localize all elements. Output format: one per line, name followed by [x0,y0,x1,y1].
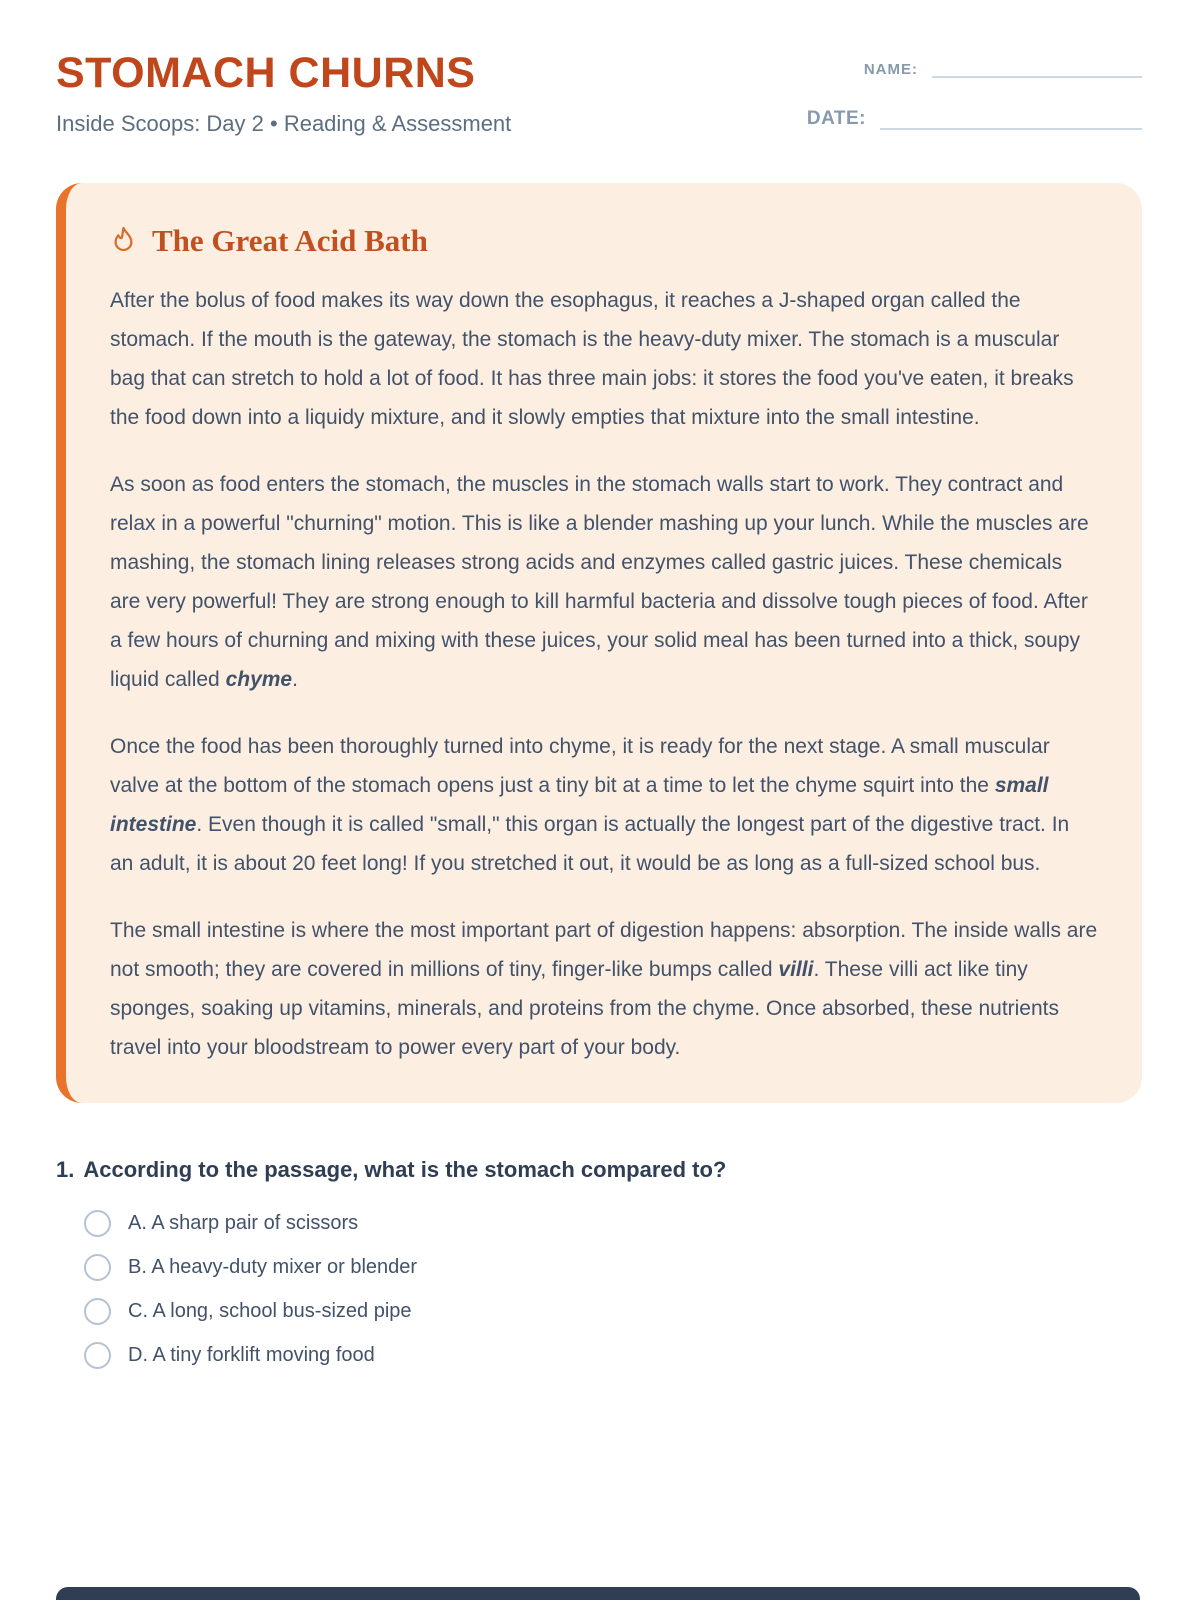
radio-button[interactable] [84,1342,111,1369]
question-prompt: According to the passage, what is the stomach compared to? [83,1157,727,1183]
date-field [790,108,1142,130]
answer-option[interactable] [84,1342,1142,1369]
reading-passage-card [56,183,1142,1103]
passage-heading [110,223,1098,259]
header-left [56,50,511,137]
passage-paragraph: The small intestine is where the most important part of digestion happens: absorption. The inside walls are not smooth; they are covered in millions of tiny, finger-like bumps called villi. These villi act like tiny sponges, soaking up vitamins, minerals, and proteins from the chyme. Once absorbed, these nutrients travel into your bloodstream to power every part of your body. [110,919,1098,1060]
footer-bar [56,1587,1140,1600]
name-field [790,56,1142,78]
passage-title: The Great Acid Bath [152,223,428,259]
passage-paragraph: Once the food has been thoroughly turned into chyme, it is ready for the next stage. A small muscular valve at the bottom of the stomach opens just a tiny bit at a time to let the chyme squirt into the small intestine. Even though it is called "small," this organ is actually the longest part of the digestive tract. In an adult, it is about 20 feet long! If you stretched it out, it would be as long as a full-sized school bus. [110,735,1070,876]
option-label: A. A sharp pair of scissors [128,1212,359,1235]
question-1 [56,1157,1142,1369]
answer-option[interactable] [84,1210,1142,1237]
radio-button[interactable] [84,1254,111,1281]
flame-icon [110,225,137,258]
radio-button[interactable] [84,1210,111,1237]
answer-options [56,1210,1142,1369]
radio-button[interactable] [84,1298,111,1325]
page-title: STOMACH CHURNS [56,49,476,97]
option-label: D. A tiny forklift moving food [128,1344,375,1367]
option-label: C. A long, school bus-sized pipe [128,1300,412,1323]
header [56,50,1142,137]
option-label: B. A heavy-duty mixer or blender [128,1256,418,1279]
name-label: NAME: [863,61,918,78]
passage-body [110,281,1098,1067]
date-blank-line[interactable] [880,108,1142,130]
answer-option[interactable] [84,1254,1142,1281]
question-number: 1. [56,1157,75,1183]
header-fields [790,50,1142,130]
question-text [56,1157,1142,1183]
passage-paragraph: After the bolus of food makes its way down the esophagus, it reaches a J-shaped organ called the stomach. If the mouth is the gateway, the stomach is the heavy-duty mixer. The stomach is a muscular bag that can stretch to hold a lot of food. It has three main jobs: it stores the food you've eaten, it breaks the food down into a liquidy mixture, and it slowly empties that mixture into the small intestine. [110,289,1074,430]
page-subtitle: Inside Scoops: Day 2 • Reading & Assessment [56,111,512,137]
answer-option[interactable] [84,1298,1142,1325]
name-blank-line[interactable] [932,56,1142,78]
date-label: DATE: [806,108,866,129]
passage-paragraph: As soon as food enters the stomach, the muscles in the stomach walls start to work. They contract and relax in a powerful "churning" motion. This is like a blender mashing up your lunch. While the muscles are mashing, the stomach lining releases strong acids and enzymes called gastric juices. These chemicals are very powerful! They are strong enough to kill harmful bacteria and dissolve tough pieces of food. After a few hours of churning and mixing with these juices, your solid meal has been turned into a thick, soupy liquid called chyme. [110,473,1089,692]
